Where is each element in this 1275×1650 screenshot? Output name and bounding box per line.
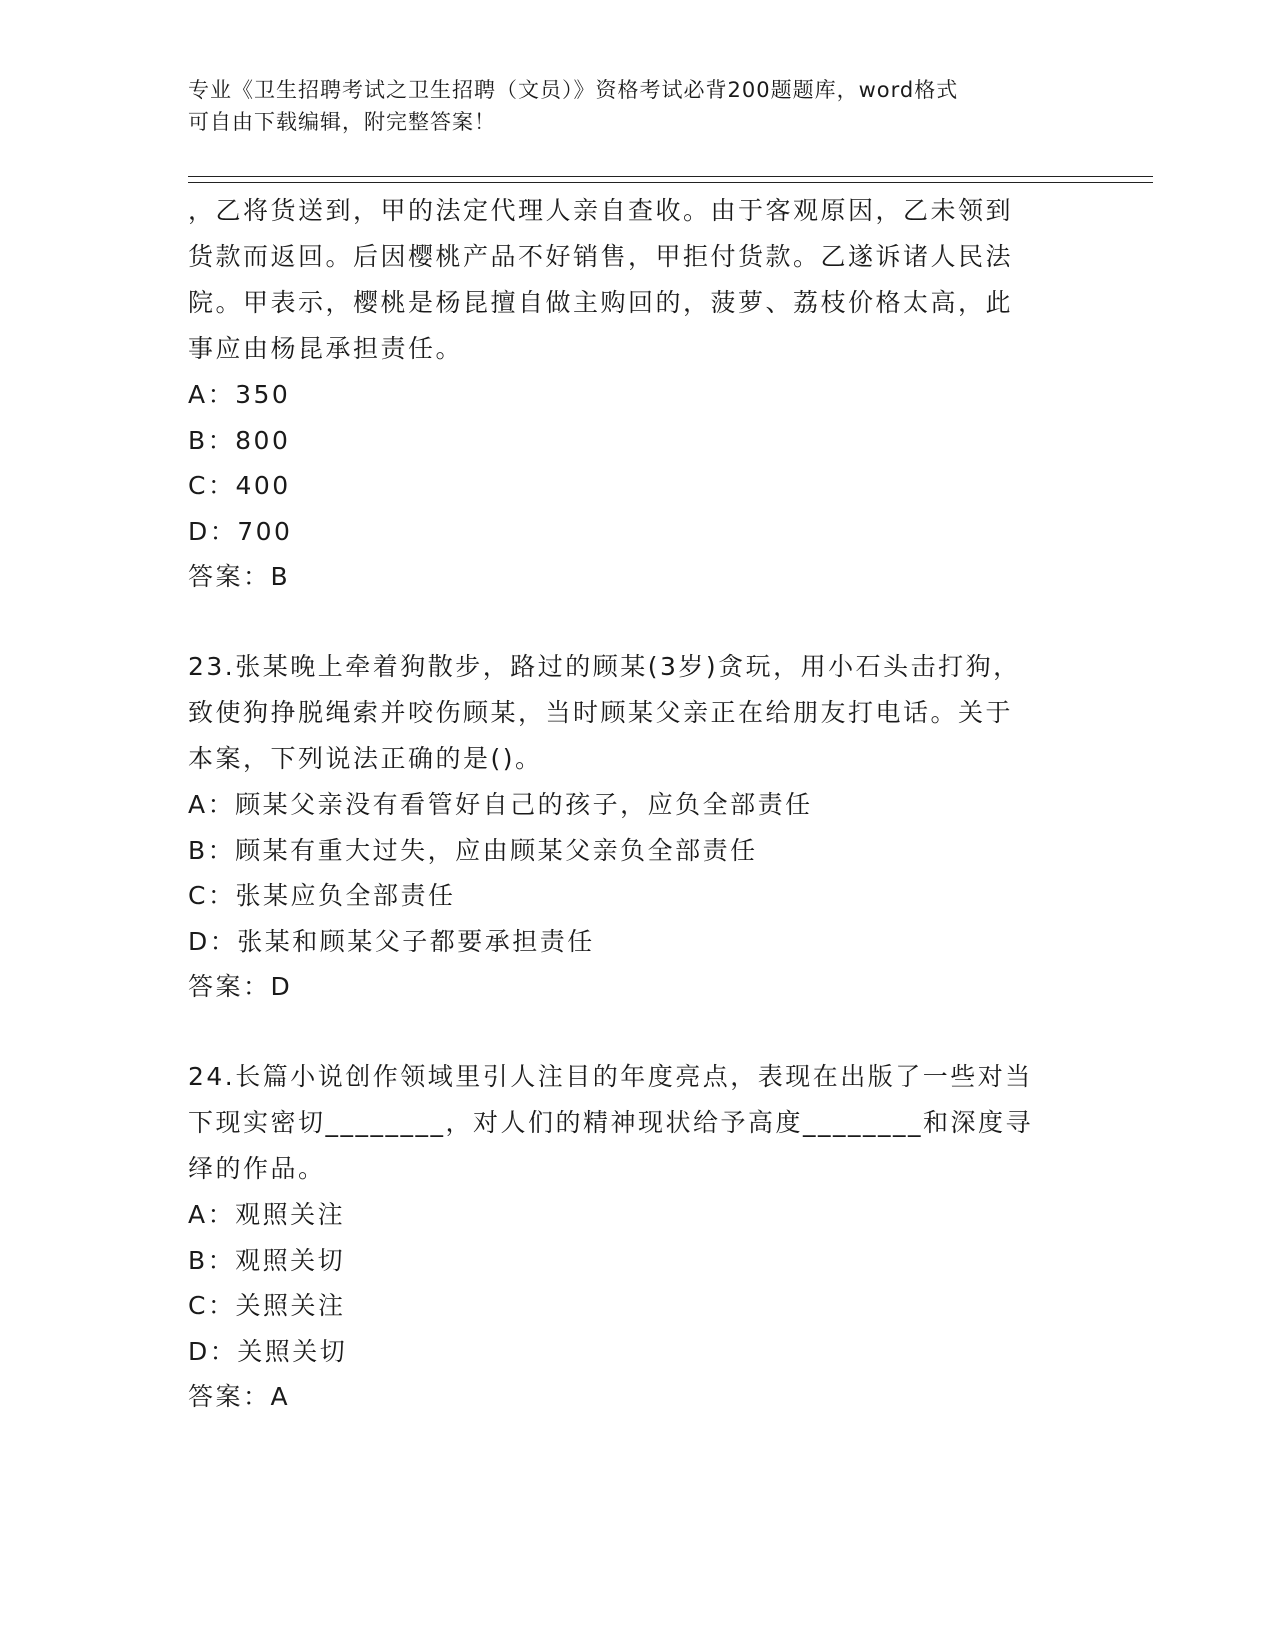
question-23 (188, 644, 1088, 1010)
option-c: C：关照关注 (188, 1291, 346, 1320)
question-stem-line: ，乙将货送到，甲的法定代理人亲自查收。由于客观原因，乙未领到 (188, 196, 1014, 225)
option-a: A：顾某父亲没有看管好自己的孩子，应负全部责任 (188, 790, 813, 819)
header-divider-bottom (188, 182, 1153, 183)
question-content (188, 188, 1088, 1420)
question-stem-line: 货款而返回。后因樱桃产品不好销售，甲拒付货款。乙遂诉诸人民法 (188, 242, 1014, 271)
option-b: B：顾某有重大过失，应由顾某父亲负全部责任 (188, 835, 758, 865)
answer-line: 答案：D (188, 972, 293, 1001)
question-stem-line: 本案，下列说法正确的是()。 (188, 744, 543, 773)
header-line-1: 专业《卫生招聘考试之卫生招聘（文员）》资格考试必背200题题库，word格式 (188, 78, 959, 102)
option-c: C：400 (188, 471, 291, 500)
question-stem-line: 致使狗挣脱绳索并咬伤顾某，当时顾某父亲正在给朋友打电话。关于 (188, 698, 1014, 727)
document-header (188, 74, 1088, 138)
option-d: D：张某和顾某父子都要承担责任 (188, 926, 595, 956)
spacer (188, 600, 1088, 644)
question-stem-line: 下现实密切________，对人们的精神现状给予高度________和深度寻 (188, 1108, 1034, 1137)
question-stem-line: 院。甲表示，樱桃是杨昆擅自做主购回的，菠萝、荔枝价格太高，此 (188, 288, 1014, 317)
option-a: A：350 (188, 380, 291, 409)
header-line-2: 可自由下载编辑，附完整答案！ (188, 110, 496, 134)
question-24 (188, 1054, 1088, 1420)
question-22 (188, 188, 1088, 600)
question-stem-line: 23.张某晚上牵着狗散步，路过的顾某(3岁)贪玩，用小石头击打狗， (188, 652, 1021, 681)
answer-line: 答案：A (188, 1382, 291, 1411)
option-d: D：关照关切 (188, 1336, 348, 1366)
question-stem-line: 绎的作品。 (188, 1154, 326, 1183)
option-d: D：700 (188, 516, 293, 546)
spacer (188, 1010, 1088, 1054)
question-stem-line: 24.长篇小说创作领域里引人注目的年度亮点，表现在出版了一些对当 (188, 1062, 1033, 1091)
answer-line: 答案：B (188, 562, 291, 591)
option-c: C：张某应负全部责任 (188, 881, 456, 910)
option-b: B：观照关切 (188, 1245, 346, 1275)
option-b: B：800 (188, 425, 291, 455)
header-divider-top (188, 176, 1153, 177)
question-stem-line: 事应由杨昆承担责任。 (188, 334, 464, 363)
option-a: A：观照关注 (188, 1200, 346, 1229)
